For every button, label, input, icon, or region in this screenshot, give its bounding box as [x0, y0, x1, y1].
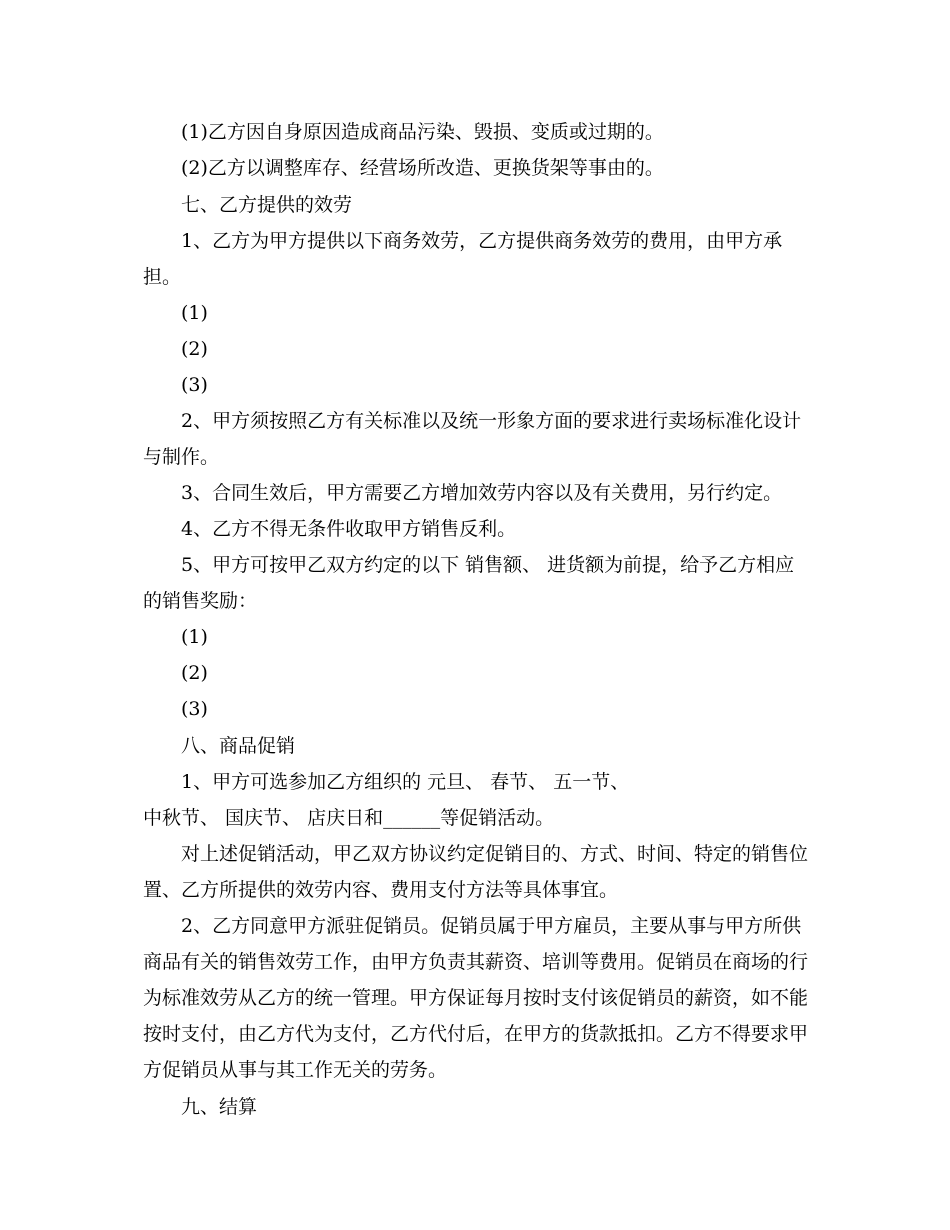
document-body	[143, 114, 809, 1125]
clause-paragraph: 对上述促销活动，甲乙双方协议约定促销目的、方式、时间、特定的销售位置、乙方所提供的效劳内容、费用支付方法等具体事宜。	[143, 843, 809, 901]
clause-paragraph-continuation: 中秋节、 国庆节、 店庆日和______等促销活动。	[143, 807, 555, 829]
list-item-blank: (1)	[181, 626, 208, 648]
clause-paragraph: 3、合同生效后，甲方需要乙方增加效劳内容以及有关费用，另行约定。	[181, 482, 783, 504]
clause-paragraph: (2)乙方以调整库存、经营场所改造、更换货架等事由的。	[181, 157, 664, 179]
clause-paragraph: 1、乙方为甲方提供以下商务效劳，乙方提供商务效劳的费用，由甲方承担。	[143, 230, 783, 288]
list-item-blank: (2)	[181, 662, 208, 684]
list-item-blank: (3)	[181, 698, 208, 720]
clause-paragraph: 5、甲方可按甲乙双方约定的以下 销售额、 进货额为前提，给予乙方相应的销售奖励：	[143, 554, 795, 612]
clause-paragraph: 1、甲方可选参加乙方组织的 元旦、 春节、 五一节、	[181, 771, 630, 793]
section-heading: 七、乙方提供的效劳	[181, 194, 353, 216]
section-heading: 九、结算	[181, 1096, 258, 1118]
clause-paragraph: (1)乙方因自身原因造成商品污染、毁损、变质或过期的。	[181, 121, 664, 143]
clause-paragraph: 4、乙方不得无条件收取甲方销售反利。	[181, 518, 517, 540]
clause-paragraph: 2、乙方同意甲方派驻促销员。促销员属于甲方雇员，主要从事与甲方所供商品有关的销售效劳工作，由甲方负责其薪资、培训等费用。促销员在商场的行为标准效劳从乙方的统一管理。甲方保证每月按时支付该促销员的薪资，如不能按时支付，由乙方代为支付，乙方代付后，在甲方的货款抵扣。乙方不得要求甲方促销员从事与其工作无关的劳务。	[143, 915, 809, 1081]
clause-paragraph: 2、甲方须按照乙方有关标准以及统一形象方面的要求进行卖场标准化设计与制作。	[143, 410, 802, 468]
section-heading: 八、商品促销	[181, 735, 296, 757]
list-item-blank: (3)	[181, 374, 208, 396]
list-item-blank: (2)	[181, 338, 208, 360]
list-item-blank: (1)	[181, 302, 208, 324]
